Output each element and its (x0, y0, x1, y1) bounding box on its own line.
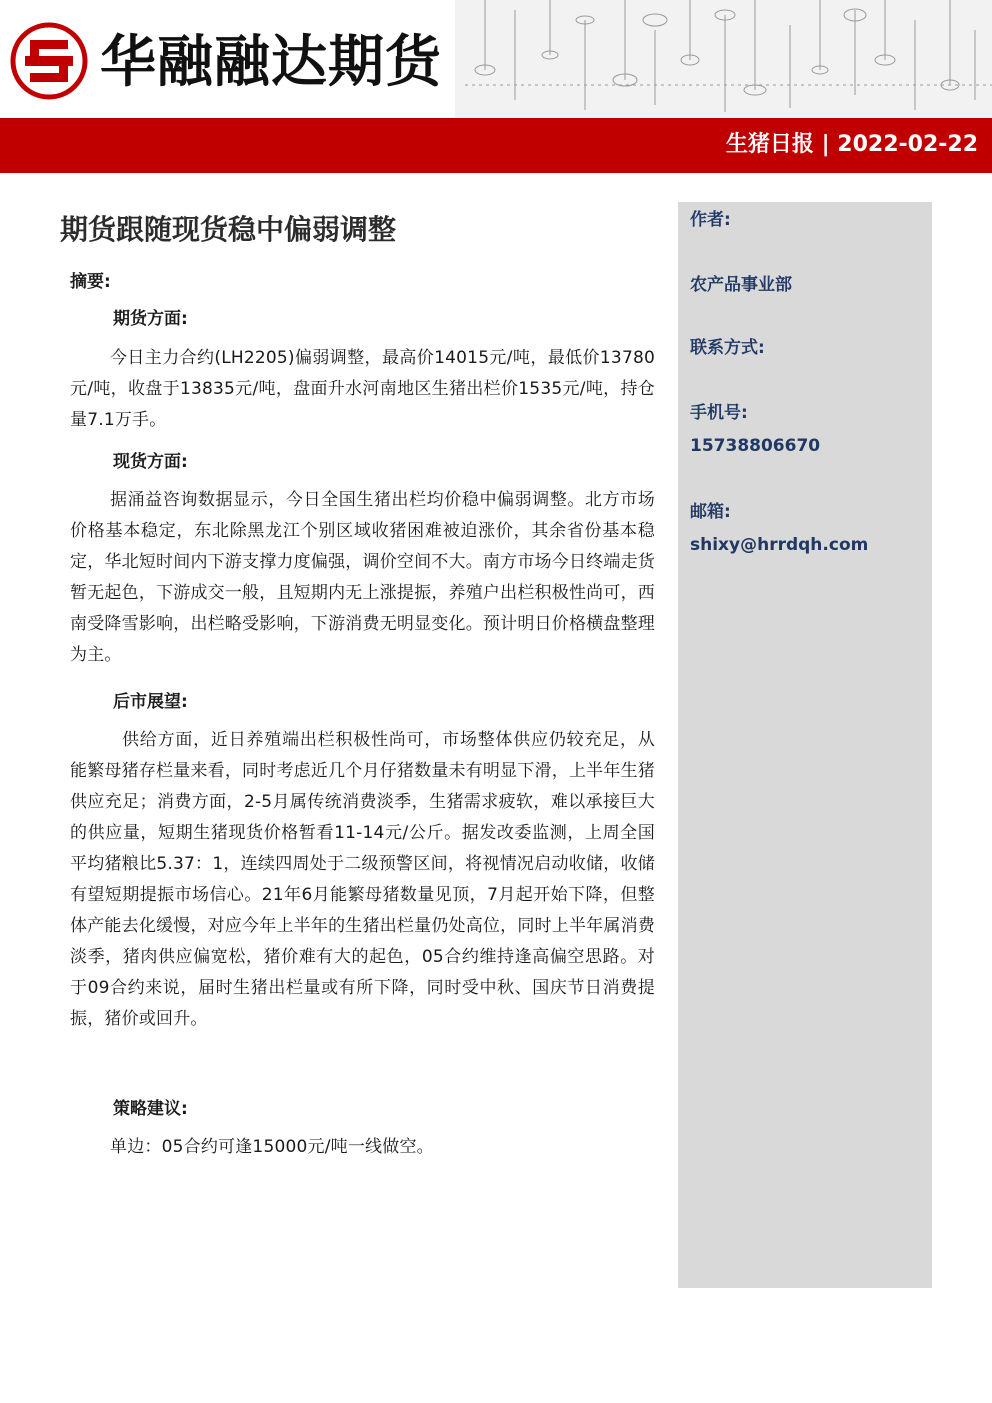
email-label: 邮箱: (690, 502, 731, 522)
spot-label: 现货方面: (113, 452, 188, 472)
futures-label: 期货方面: (113, 309, 188, 329)
outlook-label: 后市展望: (113, 692, 188, 712)
contact-label: 联系方式: (690, 338, 765, 358)
futures-paragraph: 今日主力合约(LH2205)偏弱调整，最高价14015元/吨，最低价13780元/吨，收盘于13835元/吨，盘面升水河南地区生猪出栏价1535元/吨，持仓量7.1万手。 (70, 348, 655, 430)
summary-label: 摘要: (70, 272, 111, 292)
strategy-label: 策略建议: (113, 1099, 188, 1119)
report-tag: 生猪日报 | 2022-02-22 (725, 132, 978, 157)
decorative-network-graphic (455, 0, 992, 118)
author-label: 作者: (690, 210, 731, 230)
email-address: shixy@hrrdqh.com (690, 535, 869, 555)
article-title: 期货跟随现货稳中偏弱调整 (60, 213, 397, 246)
author-sidebar (678, 202, 932, 1288)
phone-number: 15738806670 (690, 436, 821, 456)
department-name: 农产品事业部 (690, 275, 792, 295)
header-red-bar (0, 118, 992, 173)
phone-label: 手机号: (690, 403, 748, 423)
spot-paragraph: 据涌益咨询数据显示，今日全国生猪出栏均价稳中偏弱调整。北方市场价格基本稳定，东北除黑龙江个别区域收猪困难被迫涨价，其余省份基本稳定，华北短时间内下游支撑力度偏强，调价空间不大。南方市场今日终端走货暂无起色，下游成交一般，且短期内无上涨提振，养殖户出栏积极性尚可，西南受降雪影响，出栏略受影响，下游消费无明显变化。预计明日价格横盘整理为主。 (70, 490, 655, 665)
page-header (0, 0, 992, 118)
company-logo-icon (10, 22, 88, 100)
outlook-paragraph: 供给方面，近日养殖端出栏积极性尚可，市场整体供应仍较充足，从能繁母猪存栏量来看，同时考虑近几个月仔猪数量未有明显下滑，上半年生猪供应充足；消费方面，2-5月属传统消费淡季，生猪需求疲软，难以承接巨大的供应量，短期生猪现货价格暂看11-14元/公斤。据发改委监测，上周全国平均猪粮比5.37：1，连续四周处于二级预警区间，将视情况启动收储，收储有望短期提振市场信心。21年6月能繁母猪数量见顶，7月起开始下降，但整体产能去化缓慢，对应今年上半年的生猪出栏量仍处高位，同时上半年属消费淡季，猪肉供应偏宽松，猪价难有大的起色，05合约维持逢高偏空思路。对于09合约来说，届时生猪出栏量或有所下降，同时受中秋、国庆节日消费提振，猪价或回升。 (70, 730, 655, 1029)
brand-name: 华融融达期货 (100, 29, 442, 95)
strategy-paragraph: 单边：05合约可逢15000元/吨一线做空。 (110, 1137, 434, 1157)
